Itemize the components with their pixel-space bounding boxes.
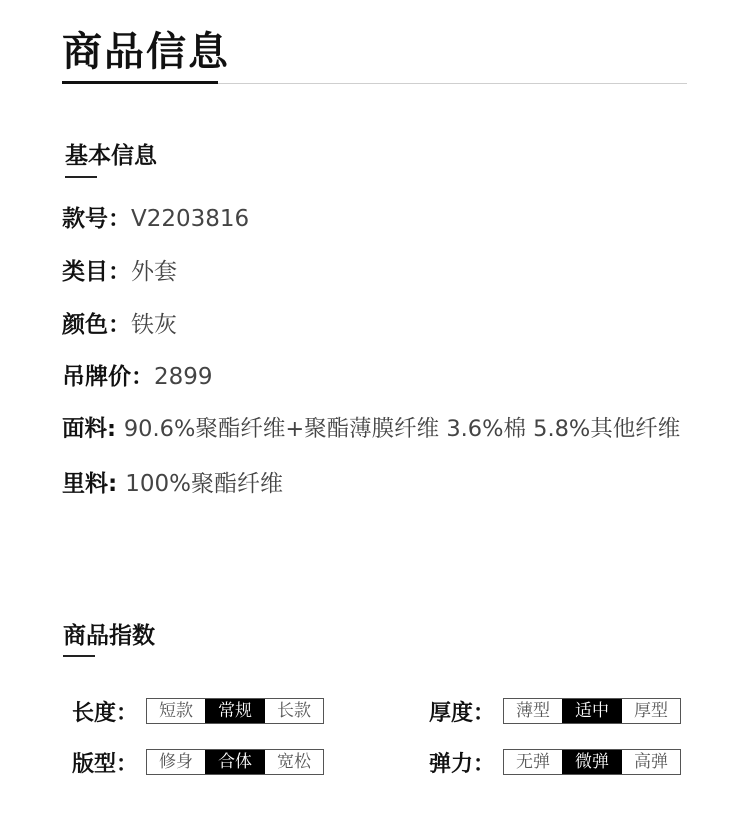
product-index-heading: 商品指数 [63,623,155,649]
info-key: 颜色： [62,312,131,338]
option-high-stretch: 高弹 [621,750,680,774]
info-value: 2899 [154,364,213,390]
info-key: 吊牌价： [62,364,154,390]
info-key: 里料: [62,471,126,497]
basic-info-underline [65,176,97,178]
thickness-selector [503,698,681,724]
option-thin: 薄型 [504,699,562,723]
info-row-category [62,256,177,288]
index-label: 弹力： [429,751,496,777]
option-short: 短款 [147,699,205,723]
elasticity-selector [503,749,681,775]
info-row-fabric [62,413,680,445]
index-fit [72,748,324,776]
info-key: 款号： [62,206,131,232]
info-value: V2203816 [131,206,250,232]
info-row-tag-price [62,361,213,393]
info-value: 90.6%聚酯纤维+聚酯薄膜纤维 3.6%棉 5.8%其他纤维 [123,416,681,442]
option-fitted: 合体 [205,750,264,774]
index-thickness [429,697,681,725]
length-selector [146,698,324,724]
product-index-underline [63,655,95,657]
info-row-lining [62,468,283,500]
option-thick: 厚型 [621,699,680,723]
title-underline [62,81,218,84]
index-elasticity [429,748,681,776]
index-label: 厚度： [429,700,496,726]
option-medium: 适中 [562,699,621,723]
option-no-stretch: 无弹 [504,750,562,774]
option-regular: 常规 [205,699,264,723]
option-loose: 宽松 [264,750,323,774]
info-row-style-number [62,203,249,235]
index-label: 版型： [72,751,139,777]
info-value: 100%聚酯纤维 [125,471,283,497]
info-row-color [62,309,177,341]
info-value: 铁灰 [131,312,177,338]
option-slight-stretch: 微弹 [562,750,621,774]
basic-info-heading: 基本信息 [65,143,157,169]
info-value: 外套 [131,259,177,285]
info-key: 类目： [62,259,131,285]
info-key: 面料: [62,416,124,442]
page-title: 商品信息 [62,29,230,75]
index-length [72,697,324,725]
fit-selector [146,749,324,775]
index-label: 长度： [72,700,139,726]
option-long: 长款 [264,699,323,723]
option-slim: 修身 [147,750,205,774]
